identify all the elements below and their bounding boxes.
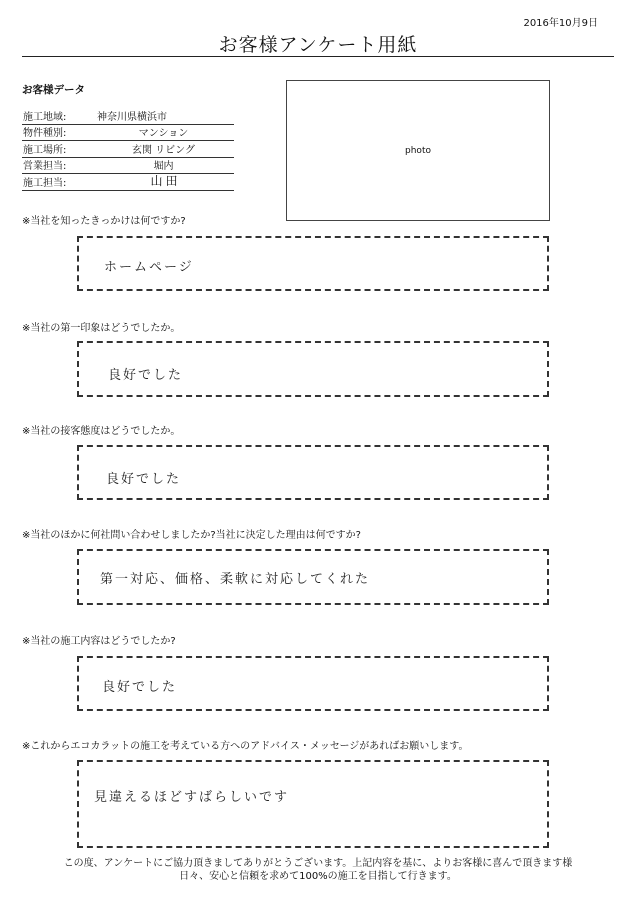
footer-message-line-2: 日々、安心と信頼を求めて100%の施工を目指して行きます。 — [179, 871, 457, 882]
question-6: ※これからエコカラットの施工を考えている方へのアドバイス・メッセージがあればお願いします。 — [22, 741, 469, 752]
question-4: ※当社のほかに何社問い合わせしましたか?当社に決定した理由は何ですか? — [22, 530, 361, 541]
question-1: ※当社を知ったきっかけは何ですか? — [22, 216, 186, 227]
info-value: マンション — [138, 128, 189, 140]
photo-label: photo — [405, 145, 431, 156]
page-title: お客様アンケート用紙 — [218, 34, 418, 56]
survey-date: 2016年10月9日 — [523, 18, 598, 29]
question-3: ※当社の接客態度はどうでしたか。 — [22, 426, 181, 437]
info-value: 神奈川県横浜市 — [97, 111, 167, 123]
info-row-installer — [22, 174, 234, 191]
info-row-property-type — [22, 125, 234, 142]
info-row-location — [22, 141, 234, 158]
footer-message-line-1: この度、アンケートにご協力頂きましてありがとうございます。上記内容を基に、よりお客様に喜んで頂きます様 — [63, 858, 573, 869]
answer-4: 第一対応、価格、柔軟に対応してくれた — [100, 572, 371, 587]
photo-box — [286, 80, 550, 221]
info-value: 玄関 リビング — [132, 144, 195, 156]
question-5: ※当社の施工内容はどうでしたか? — [22, 636, 176, 647]
info-label: 営業担当: — [23, 161, 67, 173]
question-2: ※当社の第一印象はどうでしたか。 — [22, 323, 181, 334]
info-value: 堀内 — [153, 161, 174, 173]
info-label: 物件種別: — [23, 128, 67, 140]
answer-1: ホームページ — [104, 260, 194, 275]
info-label: 施工担当: — [23, 177, 67, 189]
info-label: 施工地域: — [23, 111, 67, 123]
answer-2: 良好でした — [108, 368, 184, 383]
customer-info-table — [22, 108, 234, 191]
answer-3: 良好でした — [106, 472, 182, 487]
info-row-area — [22, 108, 234, 125]
title-divider — [22, 56, 614, 57]
customer-data-heading: お客様データ — [22, 84, 85, 96]
answer-6: 見違えるほどすばらしいです — [94, 790, 290, 805]
answer-5: 良好でした — [102, 680, 178, 695]
info-value: 山田 — [150, 173, 181, 188]
info-label: 施工場所: — [23, 144, 67, 156]
